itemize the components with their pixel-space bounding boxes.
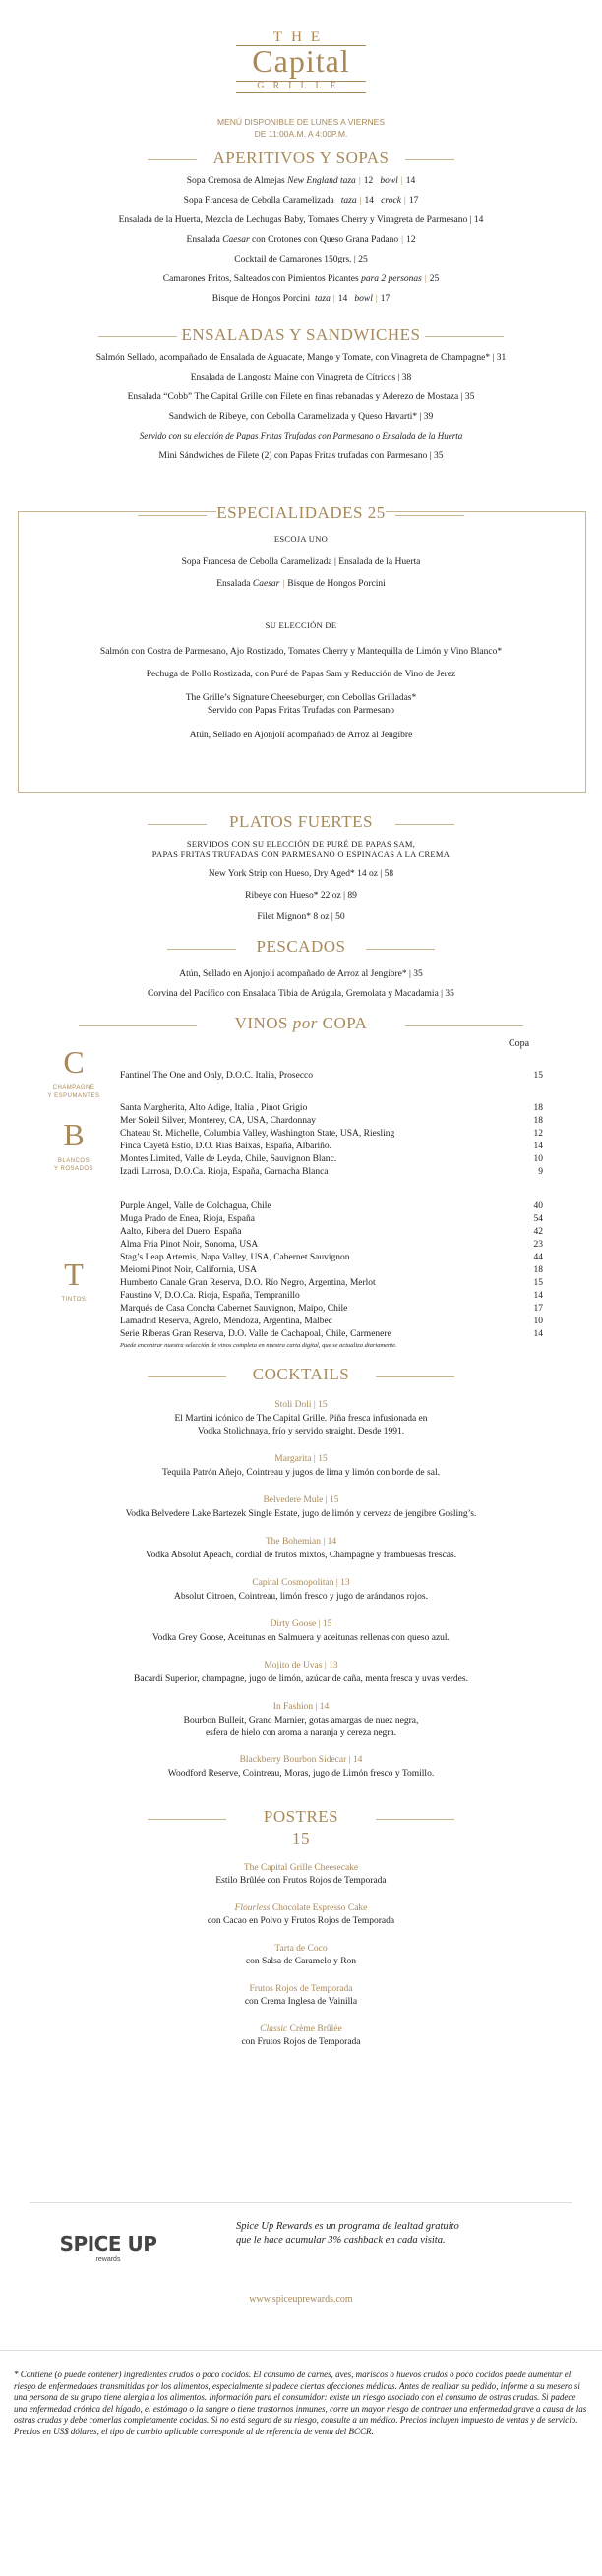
platos-sub-2: PAPAS FRITAS TRUFADAS CON PARMESANO O ESPINACAS A LA CREMA	[151, 849, 451, 859]
escoja-uno: ESCOJA UNO	[273, 534, 329, 544]
wine-row: Alma Fria Pinot Noir, Sonoma, USA 23	[120, 1240, 543, 1250]
tintos-letter: T	[64, 1257, 84, 1292]
menu-item: Sopa Cremosa de Almejas New England taza | 12 bowl | 14	[186, 176, 416, 186]
menu-item: Sopa Francesa de Cebolla Caramelizada taza | 14 crock | 17	[183, 196, 419, 205]
especial-item-note: Servido con Papas Fritas Trufadas con Parmesano	[208, 706, 394, 716]
especial-item: Pechuga de Pollo Rostizada, con Puré de Papas Sam y Reducción de Vino de Jerez	[146, 670, 456, 679]
postre-desc: con Cacao en Polvo y Frutos Rojos de Temporada	[207, 1916, 395, 1926]
menu-item-note: Servido con su elección de Papas Fritas Trufadas con Parmesano o Ensalada de la Huerta	[139, 431, 463, 440]
wine-row: Muga Prado de Enea, Rioja, España 54	[120, 1214, 543, 1224]
platos-sub-1: SERVIDOS CON SU ELECCIÓN DE PURÉ DE PAPAS SAM,	[186, 839, 416, 849]
wine-row: Finca Cayetá Estío, D.O. Rías Baixas, España, Albariño. 14	[120, 1142, 543, 1151]
postre-desc: Estilo Brûlée con Frutos Rojos de Temporada	[215, 1876, 387, 1886]
postre-desc: con Crema Inglesa de Vainilla	[244, 1997, 358, 2007]
blancos-label-1: BLANCOS	[57, 1158, 90, 1164]
especialidades-title: ESPECIALIDADES 25	[216, 503, 386, 522]
wine-row: Stag’s Leap Artemis, Napa Valley, USA, Cabernet Sauvignon 44	[120, 1253, 543, 1262]
capital-grille-logo	[234, 29, 368, 100]
postres-title: POSTRES	[263, 1807, 339, 1826]
cocktail-desc: Tequila Patrón Añejo, Cointreau y jugos de lima y limón con borde de sal.	[162, 1468, 440, 1478]
spice-logo-sub: rewards	[95, 2256, 121, 2263]
vinos-title: VINOS por COPA	[234, 1014, 368, 1032]
wine-row: Izadi Larrosa, D.O.Ca. Rioja, España, Garnacha Blanca 9	[120, 1167, 543, 1177]
menu-item: Salmón Sellado, acompañado de Ensalada de Aguacate, Mango y Tomate, con Vinagreta de Champagne* | 31	[95, 353, 507, 363]
postre-name: Tarta de Coco	[274, 1944, 328, 1954]
wine-row: Meiomi Pinot Noir, California, USA 18	[120, 1265, 543, 1275]
menu-item: Sandwich de Ribeye, con Cebolla Caramelizada y Queso Havarti* | 39	[168, 412, 434, 422]
postre-name: Classic Crème Brûlée	[260, 2024, 342, 2034]
cocktail-desc: Absolut Citroen, Cointreau, limón fresco y jugo de arándanos rojos.	[173, 1592, 429, 1602]
wine-row: Aalto, Ribera del Duero, España 42	[120, 1227, 543, 1237]
especial-item: The Grille’s Signature Cheeseburger, con Cebollas Grilladas*	[185, 693, 417, 703]
especial-item: Atún, Sellado en Ajonjolí acompañado de Arroz al Jengibre	[189, 731, 413, 740]
postre-desc: con Frutos Rojos de Temporada	[241, 2037, 361, 2047]
cocktail-name: Blackberry Bourbon Sidecar | 14	[239, 1755, 363, 1765]
logo-grille: GRILLE	[257, 81, 345, 91]
spice-logo-main: SPICE UP	[59, 2232, 157, 2255]
wine-row: Purple Angel, Valle de Colchagua, Chile 40	[120, 1201, 543, 1211]
cocktail-name: Margarita | 15	[274, 1454, 328, 1464]
postres-price: 15	[292, 1829, 310, 1847]
logo-the: THE	[272, 29, 330, 45]
platos-title: PLATOS FUERTES	[229, 812, 373, 831]
cocktail-desc: Vodka Belvedere Lake Bartezek Single Estate, jugo de limón y cerveza de jengibre Gosling’s.	[125, 1509, 477, 1519]
menu-item: Ribeye con Hueso* 22 oz | 89	[245, 891, 357, 901]
tintos-label: TINTOS	[61, 1297, 87, 1303]
wine-row: Fantinel The One and Only, D.O.C. Italia, Prosecco 15	[120, 1071, 543, 1081]
cocktail-name: Capital Cosmopolitan | 13	[252, 1578, 350, 1588]
cocktail-desc: Woodford Reserve, Cointreau, Moras, jugo de Limón fresco y Tomillo.	[167, 1769, 435, 1779]
spice-up-logo	[54, 2224, 162, 2277]
postre-name: Flourless Chocolate Espresso Cake	[234, 1903, 368, 1913]
pescados-title: PESCADOS	[256, 937, 346, 956]
champagne-label-1: CHAMPAGNE	[52, 1085, 95, 1091]
availability-line-1: MENÚ DISPONIBLE DE LUNES A VIERNES	[216, 117, 386, 127]
postre-name: The Capital Grille Cheesecake	[243, 1863, 359, 1873]
blancos-letter: B	[63, 1117, 85, 1152]
wine-row: Montes Limited, Valle de Leyda, Chile, Sauvignon Blanc. 10	[120, 1154, 543, 1164]
menu-item: Atún, Sellado en Ajonjolí acompañado de Arroz al Jengibre* | 35	[179, 969, 423, 979]
copa-header: Copa	[509, 1038, 530, 1049]
cocktail-name: Stoli Doli | 15	[274, 1400, 328, 1410]
wine-row: Lamadrid Reserva, Agrelo, Mendoza, Argentina, Malbec 10	[120, 1317, 543, 1326]
especial-item: Salmón con Costra de Parmesano, Ajo Rostizado, Tomates Cherry y Mantequilla de Limón y Vino Blanco*	[99, 647, 503, 657]
wine-row: Marqués de Casa Concha Cabernet Sauvignon, Maipo, Chile 17	[120, 1304, 543, 1314]
cocktail-name: Belvedere Mule | 15	[263, 1495, 339, 1505]
menu-item: Ensalada de Langosta Maine con Vinagreta de Cítricos | 38	[190, 373, 412, 382]
especial-option: Ensalada Caesar | Bisque de Hongos Porcini	[216, 579, 386, 589]
wine-row: Humberto Canale Gran Reserva, D.O. Río Negro, Argentina, Merlot 15	[120, 1278, 543, 1288]
postre-name: Frutos Rojos de Temporada	[249, 1984, 353, 1994]
cocktail-name: Dirty Goose | 15	[270, 1619, 332, 1629]
wine-row: Faustino V, D.O.Ca. Rioja, España, Tempranillo 14	[120, 1291, 543, 1301]
ensaladas-title: ENSALADAS Y SANDWICHES	[181, 325, 421, 344]
menu-item: Bisque de Hongos Porcini taza | 14 bowl | 17	[211, 294, 391, 304]
blancos-label-2: Y ROSADOS	[53, 1166, 94, 1172]
cocktail-desc: El Martini icónico de The Capital Grille. Piña fresca infusionada en	[174, 1414, 428, 1424]
wine-row: Mer Soleil Silver, Monterey, CA, USA, Chardonnay 18	[120, 1116, 543, 1126]
postre-desc: con Salsa de Caramelo y Ron	[245, 1957, 357, 1966]
menu-item: Mini Sándwiches de Filete (2) con Papas Fritas trufadas con Parmesano | 35	[158, 451, 444, 461]
cocktail-name: Mojito de Uvas | 13	[264, 1661, 338, 1670]
wine-note: Puede encontrar nuestra selección de vinos completa en nuestra carta digital, que se actualiza diariamente.	[120, 1342, 397, 1349]
menu-item: Ensalada “Cobb” The Capital Grille con Filete en finas rebanadas y Aderezo de Mostaza | 35	[127, 392, 475, 402]
menu-item: Filet Mignon* 8 oz | 50	[257, 912, 345, 922]
menu-item: Cocktail de Camarones 150grs. | 25	[234, 255, 368, 264]
cocktail-desc: Vodka Absolut Apeach, cordial de frutos mixtos, Champagne y frambuesas frescas.	[145, 1551, 457, 1560]
champagne-label-2: Y ESPUMANTES	[47, 1093, 100, 1099]
cocktail-desc: Bacardi Superior, champagne, jugo de limón, azúcar de caña, menta fresca y uvas verdes.	[134, 1674, 468, 1684]
menu-item: Corvina del Pacífico con Ensalada Tibia de Arúgula, Gremolata y Macadamia | 35	[148, 989, 454, 999]
aperitivos-title: APERITIVOS Y SOPAS	[212, 148, 390, 167]
menu-item: Camarones Fritos, Salteados con Pimientos Picantes para 2 personas | 25	[162, 274, 440, 284]
cocktail-desc: Vodka Stolichnaya, frío y servido straight. Desde 1991.	[197, 1427, 405, 1436]
wine-row: Serie Riberas Gran Reserva, D.O. Valle de Cachapoal, Chile, Carmenere 14	[120, 1329, 543, 1339]
cocktail-name: In Fashion | 14	[272, 1702, 330, 1712]
champagne-letter: C	[63, 1044, 85, 1080]
cocktail-desc: Bourbon Bulleit, Grand Marnier, gotas amargas de nuez negra,	[183, 1716, 419, 1726]
spice-text: Spice Up Rewards es un programa de lealtad gratuito que le hace acumular 3% cashback en cada visita.	[236, 2221, 459, 2246]
footer-disclaimer: * Contiene (o puede contener) ingredientes crudos o poco cocidos. El consumo de carnes, aves, mariscos o huevos crudos o poco cocidos puede aumentar el riesgo de enfermedades transmitidas por los alimentos, especialmente si padece ciertas afecciones médicas. Antes de realizar su pedido, informe a su mesero si una persona de su grupo tiene alergia a los alimentos. Información para el consumidor: existe un riesgo asociado con el consumo de ostras crudas. Si padece una enfermedad crónica del hígado, el estómago o la sangre o tiene trastornos inmunes, corre un mayor riesgo de contraer una enfermedad grave a causa de las ostras crudas y debe comerlas completamente cocidas. Si no está seguro de su riesgo, consulte a un médico. Precios incluyen impuesto de ventas y de servicio. Precios en US$ dólares, el tipo de cambio aplicable corresponde al de referencia de venta del BCCR.	[14, 2370, 587, 2436]
cocktail-name: The Bohemian | 14	[265, 1537, 337, 1547]
cocktail-desc: esfera de hielo con aroma a naranja y cereza negra.	[205, 1728, 397, 1738]
su-eleccion: SU ELECCIÓN DE	[265, 620, 337, 630]
availability-line-2: DE 11:00A.M. A 4:00P.M.	[254, 129, 348, 139]
spice-url-link[interactable]: www.spiceuprewards.com	[249, 2294, 353, 2305]
cocktails-title: COCKTAILS	[252, 1365, 350, 1383]
especial-option: Sopa Francesa de Cebolla Caramelizada | Ensalada de la Huerta	[181, 557, 421, 567]
menu-item: Ensalada Caesar con Crotones con Queso Grana Padano | 12	[186, 235, 416, 245]
cocktail-desc: Vodka Grey Goose, Aceitunas en Salmuera y aceitunas rellenas con queso azul.	[152, 1633, 450, 1643]
menu-item: New York Strip con Hueso, Dry Aged* 14 oz | 58	[208, 869, 394, 879]
wine-row: Chateau St. Michelle, Columbia Valley, Washington State, USA, Riesling 12	[120, 1129, 543, 1139]
logo-capital: Capital	[252, 43, 350, 79]
wine-row: Santa Margherita, Alto Adige, Italia , Pinot Grigio 18	[120, 1103, 543, 1113]
menu-item: Ensalada de la Huerta, Mezcla de Lechugas Baby, Tomates Cherry y Vinagreta de Parmesano | 14	[118, 215, 484, 225]
